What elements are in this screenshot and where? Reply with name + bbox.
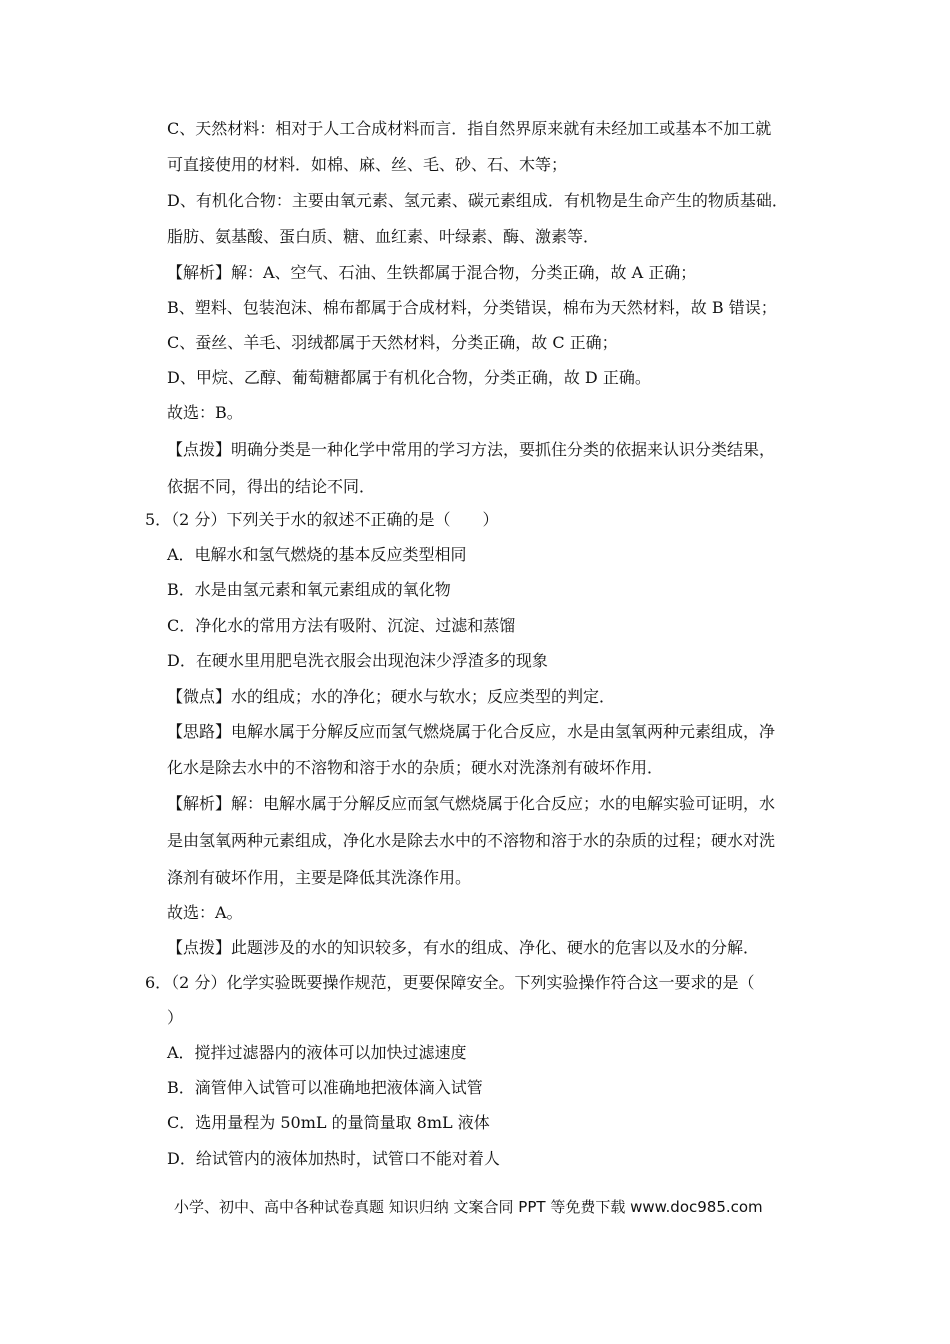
option-b: B．滴管伸入试管可以准确地把液体滴入试管	[167, 1078, 483, 1097]
tip-line: 【点拨】明确分类是一种化学中常用的学习方法，要抓住分类的依据来认识分类结果，	[167, 440, 776, 459]
key-points-line: 【微点】水的组成；水的净化；硬水与软水；反应类型的判定．	[167, 687, 616, 706]
answer-line: 故选：B。	[167, 403, 243, 422]
option-a: A．电解水和氢气燃烧的基本反应类型相同	[167, 545, 467, 564]
text-line: 是由氢氧两种元素组成，净化水是除去水中的不溶物和溶于水的杂质的过程；硬水对洗	[167, 831, 776, 850]
question-5: 5．（2 分）下列关于水的叙述不正确的是（ ）	[145, 510, 499, 529]
option-b: B．水是由氢元素和氧元素组成的氧化物	[167, 580, 451, 599]
answer-line: 故选：A。	[167, 903, 243, 922]
text-line: 化水是除去水中的不溶物和溶于水的杂质；硬水对洗涤剂有破坏作用．	[167, 758, 664, 777]
text-line: D、甲烷、乙醇、葡萄糖都属于有机化合物，分类正确，故 D 正确。	[167, 368, 651, 387]
text-line: 脂肪、氨基酸、蛋白质、糖、血红素、叶绿素、酶、激素等．	[167, 227, 600, 246]
option-d: D．在硬水里用肥皂洗衣服会出现泡沫少浮渣多的现象	[167, 651, 548, 670]
tip-line: 【点拨】此题涉及的水的知识较多，有水的组成、净化、硬水的危害以及水的分解．	[167, 938, 760, 957]
option-c: C．选用量程为 50mL 的量筒量取 8mL 液体	[167, 1113, 490, 1132]
analysis-line: 【解析】解：电解水属于分解反应而氢气燃烧属于化合反应；水的电解实验可证明，水	[167, 794, 776, 813]
text-line: B、塑料、包装泡沫、棉布都属于合成材料，分类错误，棉布为天然材料，故 B 错误；	[167, 298, 777, 317]
text-line: C、天然材料：相对于人工合成材料而言．指自然界原来就有未经加工或基本不加工就	[167, 119, 772, 138]
text-line: C、蚕丝、羊毛、羽绒都属于天然材料，分类正确，故 C 正确；	[167, 333, 618, 352]
text-line: 涤剂有破坏作用，主要是降低其洗涤作用。	[167, 868, 472, 887]
question-6: 6．（2 分）化学实验既要操作规范，更要保障安全。下列实验操作符合这一要求的是（	[145, 973, 755, 992]
approach-line: 【思路】电解水属于分解反应而氢气燃烧属于化合反应，水是由氢氧两种元素组成，净	[167, 722, 776, 741]
option-a: A．搅拌过滤器内的液体可以加快过滤速度	[167, 1043, 467, 1062]
option-c: C．净化水的常用方法有吸附、沉淀、过滤和蒸馏	[167, 616, 516, 635]
analysis-line: 【解析】解：A、空气、石油、生铁都属于混合物，分类正确，故 A 正确；	[167, 263, 697, 282]
text-line: 可直接使用的材料．如棉、麻、丝、毛、砂、石、木等；	[167, 155, 568, 174]
text-line: ）	[167, 1008, 184, 1027]
page-footer: 小学、初中、高中各种试卷真题 知识归纳 文案合同 PPT 等免费下载 www.doc985.com	[174, 1198, 763, 1216]
option-d: D．给试管内的液体加热时，试管口不能对着人	[167, 1149, 500, 1168]
text-line: D、有机化合物：主要由氧元素、氢元素、碳元素组成．有机物是生命产生的物质基础．	[167, 191, 788, 210]
text-line: 依据不同，得出的结论不同．	[167, 477, 376, 496]
